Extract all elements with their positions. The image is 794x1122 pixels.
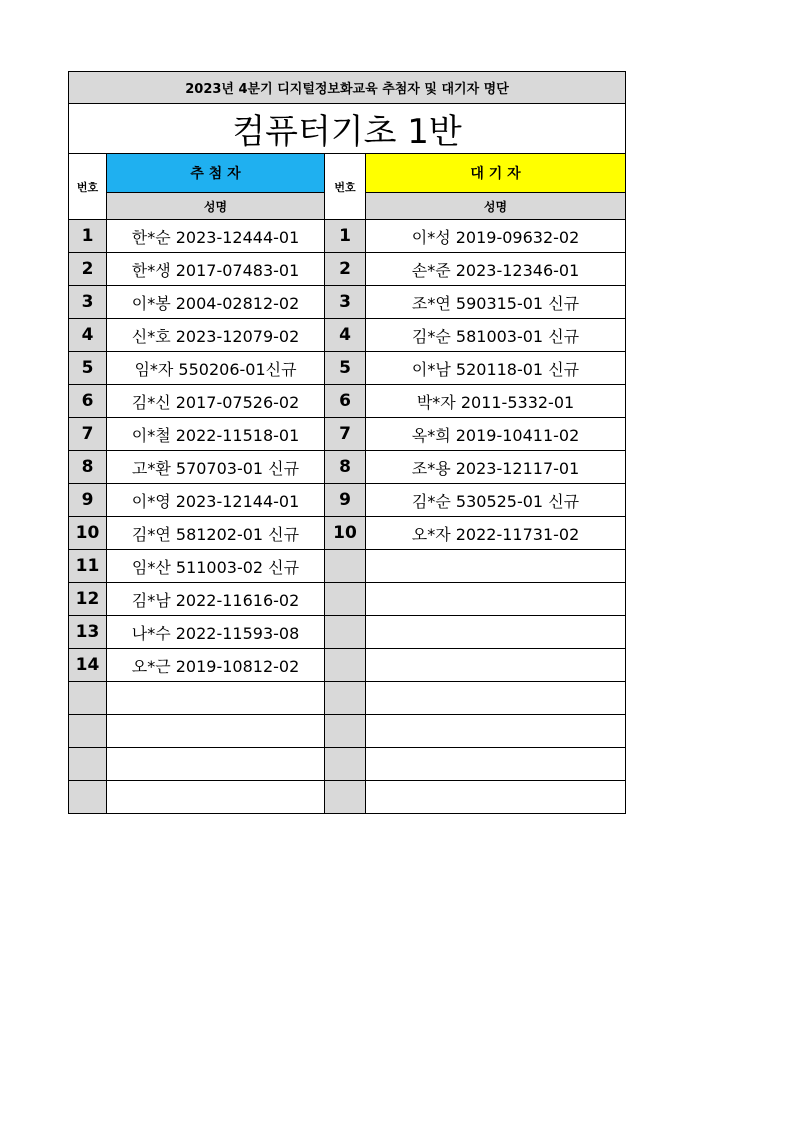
table-row xyxy=(69,550,626,583)
waiting-name-header: 성명 xyxy=(366,193,626,220)
table-row xyxy=(69,451,626,484)
table-row xyxy=(69,682,626,715)
picked-name-cell: 신*호 2023-12079-02 xyxy=(107,319,325,352)
table-row xyxy=(69,286,626,319)
picked-number-cell: 11 xyxy=(69,550,107,583)
waiting-name-cell: 김*순 581003-01 신규 xyxy=(366,319,626,352)
waiting-number-cell xyxy=(325,781,366,814)
table-row xyxy=(69,220,626,253)
picked-number-cell: 3 xyxy=(69,286,107,319)
waiting-name-cell: 오*자 2022-11731-02 xyxy=(366,517,626,550)
waiting-number-cell: 4 xyxy=(325,319,366,352)
picked-name-cell: 오*근 2019-10812-02 xyxy=(107,649,325,682)
roster-table xyxy=(68,71,626,814)
picked-number-cell xyxy=(69,748,107,781)
waiting-name-cell xyxy=(366,781,626,814)
waiting-number-cell: 9 xyxy=(325,484,366,517)
table-row xyxy=(69,748,626,781)
waiting-name-cell xyxy=(366,583,626,616)
picked-number-cell: 10 xyxy=(69,517,107,550)
waiting-section-header: 대 기 자 xyxy=(366,154,626,193)
picked-name-cell xyxy=(107,715,325,748)
picked-number-cell: 7 xyxy=(69,418,107,451)
picked-name-cell: 이*영 2023-12144-01 xyxy=(107,484,325,517)
document-title: 2023년 4분기 디지털정보화교육 추첨자 및 대기자 명단 xyxy=(69,72,626,104)
waiting-name-cell: 손*준 2023-12346-01 xyxy=(366,253,626,286)
table-row xyxy=(69,583,626,616)
waiting-number-header: 번호 xyxy=(325,154,366,220)
waiting-name-cell xyxy=(366,616,626,649)
waiting-number-cell xyxy=(325,550,366,583)
picked-number-cell: 8 xyxy=(69,451,107,484)
waiting-name-cell xyxy=(366,682,626,715)
waiting-number-cell: 5 xyxy=(325,352,366,385)
picked-number-cell: 5 xyxy=(69,352,107,385)
waiting-number-cell: 10 xyxy=(325,517,366,550)
waiting-number-cell: 8 xyxy=(325,451,366,484)
waiting-name-cell: 조*용 2023-12117-01 xyxy=(366,451,626,484)
picked-number-cell: 4 xyxy=(69,319,107,352)
picked-name-cell xyxy=(107,781,325,814)
picked-number-cell: 14 xyxy=(69,649,107,682)
picked-name-cell: 이*봉 2004-02812-02 xyxy=(107,286,325,319)
waiting-name-cell xyxy=(366,550,626,583)
waiting-name-cell: 이*남 520118-01 신규 xyxy=(366,352,626,385)
waiting-name-cell: 김*순 530525-01 신규 xyxy=(366,484,626,517)
waiting-number-cell: 6 xyxy=(325,385,366,418)
picked-number-header: 번호 xyxy=(69,154,107,220)
waiting-name-cell: 이*성 2019-09632-02 xyxy=(366,220,626,253)
waiting-name-cell: 박*자 2011-5332-01 xyxy=(366,385,626,418)
waiting-number-cell xyxy=(325,715,366,748)
picked-number-cell: 9 xyxy=(69,484,107,517)
picked-number-cell: 1 xyxy=(69,220,107,253)
waiting-number-cell: 1 xyxy=(325,220,366,253)
table-row xyxy=(69,517,626,550)
title-row xyxy=(69,72,626,104)
table-row xyxy=(69,253,626,286)
table-row xyxy=(69,418,626,451)
waiting-number-cell xyxy=(325,616,366,649)
picked-name-header: 성명 xyxy=(107,193,325,220)
picked-name-cell: 김*남 2022-11616-02 xyxy=(107,583,325,616)
class-name: 컴퓨터기초 1반 xyxy=(69,104,626,154)
class-row xyxy=(69,104,626,154)
table-row xyxy=(69,616,626,649)
table-row xyxy=(69,484,626,517)
picked-number-cell: 12 xyxy=(69,583,107,616)
waiting-number-cell: 7 xyxy=(325,418,366,451)
waiting-name-cell xyxy=(366,649,626,682)
picked-name-cell: 임*산 511003-02 신규 xyxy=(107,550,325,583)
waiting-number-cell xyxy=(325,583,366,616)
waiting-number-cell: 2 xyxy=(325,253,366,286)
picked-section-header: 추 첨 자 xyxy=(107,154,325,193)
picked-number-cell: 13 xyxy=(69,616,107,649)
waiting-name-cell xyxy=(366,748,626,781)
picked-number-cell xyxy=(69,715,107,748)
waiting-number-cell: 3 xyxy=(325,286,366,319)
waiting-number-cell xyxy=(325,682,366,715)
table-row xyxy=(69,385,626,418)
picked-number-cell: 6 xyxy=(69,385,107,418)
table-row xyxy=(69,649,626,682)
picked-name-cell: 김*연 581202-01 신규 xyxy=(107,517,325,550)
table-row xyxy=(69,781,626,814)
waiting-number-cell xyxy=(325,649,366,682)
picked-name-cell xyxy=(107,748,325,781)
table-row xyxy=(69,715,626,748)
table-row xyxy=(69,352,626,385)
picked-number-cell: 2 xyxy=(69,253,107,286)
waiting-name-cell: 옥*희 2019-10411-02 xyxy=(366,418,626,451)
waiting-number-cell xyxy=(325,748,366,781)
picked-name-cell: 임*자 550206-01신규 xyxy=(107,352,325,385)
picked-number-cell xyxy=(69,682,107,715)
picked-name-cell: 나*수 2022-11593-08 xyxy=(107,616,325,649)
picked-name-cell: 김*신 2017-07526-02 xyxy=(107,385,325,418)
picked-name-cell: 한*순 2023-12444-01 xyxy=(107,220,325,253)
section-header-row xyxy=(69,154,626,193)
picked-name-cell: 이*철 2022-11518-01 xyxy=(107,418,325,451)
waiting-name-cell xyxy=(366,715,626,748)
picked-name-cell xyxy=(107,682,325,715)
picked-name-cell: 한*생 2017-07483-01 xyxy=(107,253,325,286)
picked-number-cell xyxy=(69,781,107,814)
picked-name-cell: 고*환 570703-01 신규 xyxy=(107,451,325,484)
waiting-name-cell: 조*연 590315-01 신규 xyxy=(366,286,626,319)
table-row xyxy=(69,319,626,352)
